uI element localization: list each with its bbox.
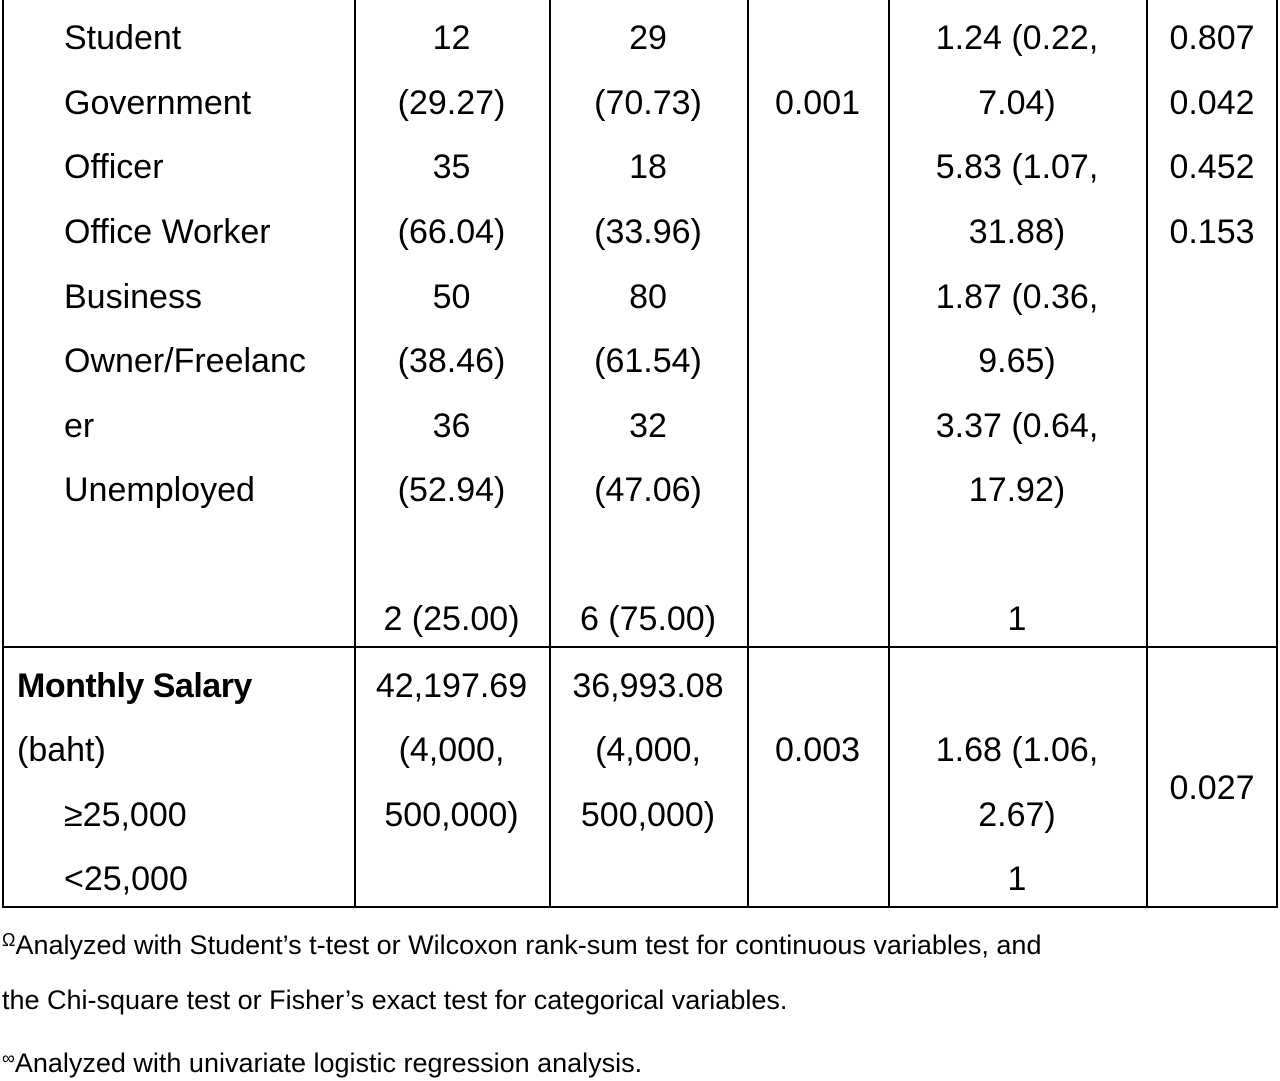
column-divider [888,0,890,906]
table-cell: 2 (25.00) [383,600,520,638]
table-cell: 5.83 (1.07, [935,148,1099,186]
table-cell: (66.04) [397,213,506,251]
column-divider [549,0,551,906]
table-cell: 80 [629,278,667,316]
occupation-label: er [64,407,95,445]
footnote-text: Analyzed with univariate logistic regression analysis. [14,1048,643,1078]
occupation-label: Business [64,278,202,316]
table-cell: 0.042 [1169,84,1255,122]
table-cell: 0.807 [1169,19,1255,57]
occupation-label: Unemployed [64,471,255,509]
table-cell: (52.94) [397,471,506,509]
table-cell: 6 (75.00) [579,600,717,638]
table-cell: 7.04) [978,84,1056,122]
table-cell: 500,000) [384,796,519,834]
section-unit: (baht) [17,731,106,769]
table-cell: 1 [1007,860,1027,898]
table-cell: 500,000) [580,796,716,834]
occupation-label: Officer [64,148,164,186]
table-cell: 35 [432,148,471,186]
table-cell: 3.37 (0.64, [935,407,1099,445]
infinity-symbol: ∞ [2,1048,15,1068]
salary-category: ≥25,000 [64,796,187,834]
table-cell: (4,000, [595,731,701,769]
occupation-label: Government [64,84,252,122]
occupation-label: Owner/Freelanc [64,342,306,380]
salary-category: <25,000 [64,860,188,898]
table-cell: 0.452 [1169,148,1255,186]
table-cell: (38.46) [397,342,506,380]
p-value-cell: 0.003 [774,731,861,769]
table-cell: 9.65) [978,342,1056,380]
table-cell: (70.73) [594,84,702,122]
table-cell: 50 [432,278,471,316]
p-value-cell: 0.027 [1169,769,1255,807]
column-divider [747,0,749,906]
column-divider [354,0,356,906]
footnote-infinity [2,1040,642,1081]
table-cell: 1 [1007,600,1027,638]
data-table [2,0,1278,908]
section-heading: Monthly Salary [17,667,252,705]
table-cell: (47.06) [594,471,702,509]
omega-symbol: Ω [2,930,16,950]
table-cell: 36 [432,407,471,445]
table-cell: 17.92) [968,471,1066,509]
table-cell: 0.153 [1169,213,1255,251]
table-cell: 12 [432,19,471,57]
table-cell: 31.88) [968,213,1066,251]
table-cell: 29 [629,19,667,57]
table-cell: 1.24 (0.22, [935,19,1099,57]
footnote-omega [2,922,1041,963]
table-cell: 18 [629,148,667,186]
footnote-text: Analyzed with Student’s t-test or Wilcoxon rank-sum test for continuous variables, and [15,930,1042,960]
table-cell: 42,197.69 [375,667,528,705]
occupation-label: Office Worker [64,213,271,251]
table-cell: 36,993.08 [572,667,724,705]
table-cell: (61.54) [594,342,702,380]
table-cell: 32 [629,407,667,445]
row-divider [4,646,1276,648]
table-cell: 1.68 (1.06, [935,731,1099,769]
table-cell: (33.96) [594,213,702,251]
table-cell: (29.27) [397,84,506,122]
table-cell: 2.67) [978,796,1056,834]
p-value-cell: 0.001 [774,84,861,122]
table-cell: 1.87 (0.36, [935,278,1099,316]
footnote-omega-continued: the Chi-square test or Fisher’s exact test for categorical variables. [2,985,788,1015]
occupation-label: Student [64,19,182,57]
table-cell: (4,000, [398,731,505,769]
